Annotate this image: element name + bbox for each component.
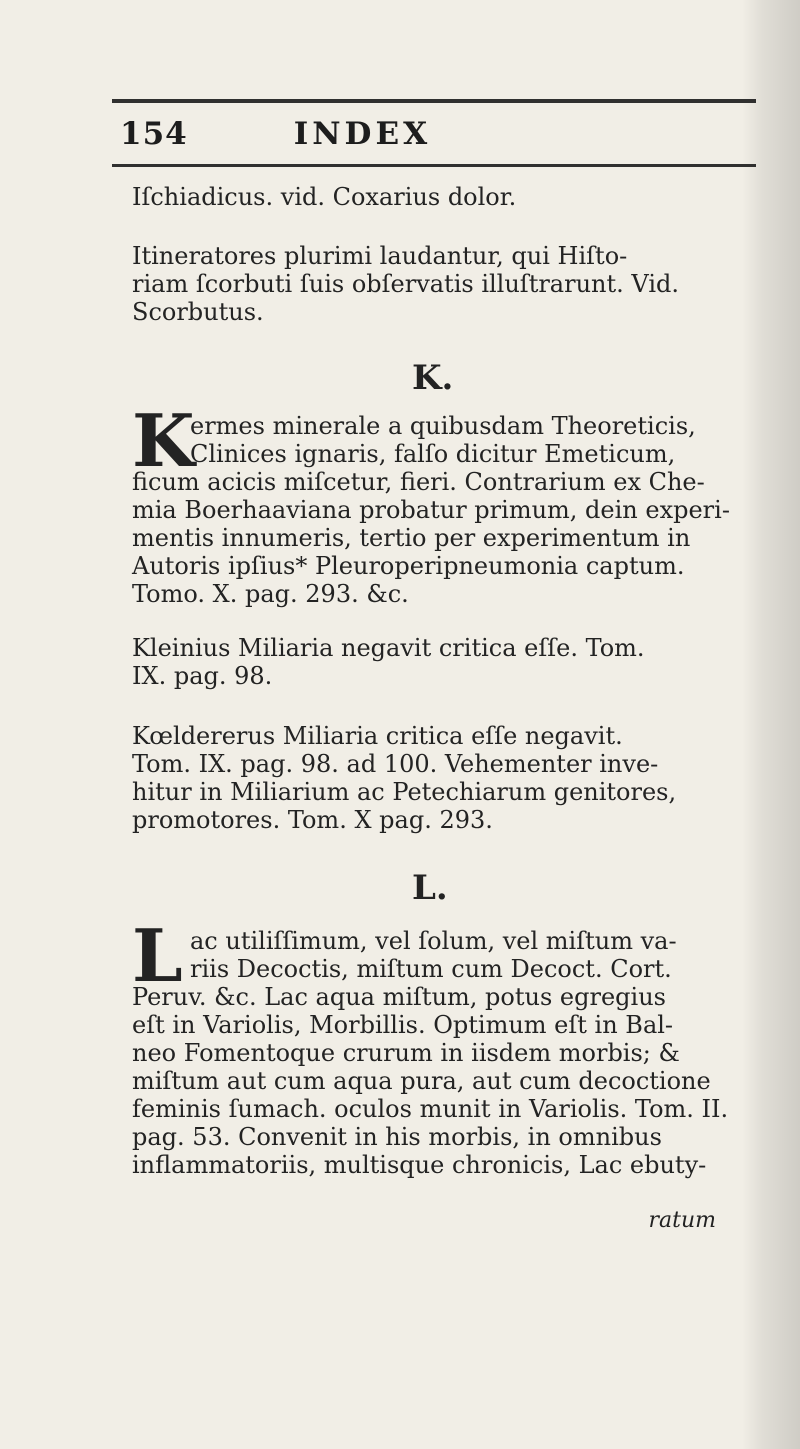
section-heading-l: L. bbox=[412, 868, 448, 908]
catchword: ratum bbox=[648, 1208, 716, 1233]
entry-koeldererus: Kœldererus Miliaria critica eſſe negavit. Tom. IX. pag. 98. ad 100. Vehementer inve- hitur in Miliarium ac Petechiarum genitores, promotores. Tom. X pag. 293. bbox=[132, 722, 677, 834]
l-drop-cap: L bbox=[132, 913, 183, 998]
page-title: INDEX bbox=[293, 116, 432, 152]
k-entry-continuation: ficum acicis miſcetur, fieri. Contrarium ex Che- mia Boerhaaviana probatur primum, dein experi- mentis innumeris, tertio per experimentum in Autoris ipſius* Pleuroperipneumonia captum. Tomo. X. pag. 293. &c. bbox=[132, 468, 730, 608]
header-bottom-rule bbox=[112, 164, 756, 167]
l-entry-continuation: Peruv. &c. Lac aqua miſtum, potus egregius eſt in Variolis, Morbillis. Optimum eſt in Bal- neo Fomentoque crurum in iisdem morbis; & miſtum aut cum aqua pura, aut cum decoctione feminis ſumach. oculos munit in Variolis. Tom. II. pag. 53. Convenit in his morbis, in omnibus inflammatoriis, multisque chronicis, Lac ebuty- bbox=[132, 983, 729, 1179]
header-top-rule bbox=[112, 99, 756, 103]
page-header bbox=[120, 109, 750, 159]
entry-itineratores: Itineratores plurimi laudantur, qui Hiſto- riam ſcorbuti ſuis obſervatis illuſtrarunt. Vid. Scorbutus. bbox=[132, 242, 679, 326]
entry-ischiadicus: Iſchiadicus. vid. Coxarius dolor. bbox=[132, 183, 517, 211]
section-heading-k: K. bbox=[412, 358, 454, 398]
page-number: 154 bbox=[120, 116, 188, 152]
entry-kleinius: Kleinius Miliaria negavit critica eſſe. Tom. IX. pag. 98. bbox=[132, 634, 645, 690]
k-entry-first-lines: ermes minerale a quibusdam Theoreticis, Clinices ignaris, falſo dicitur Emeticum, bbox=[190, 412, 696, 468]
l-entry-first-lines: ac utiliſſimum, vel ſolum, vel miſtum va- riis Decoctis, miſtum cum Decoct. Cort. bbox=[190, 927, 677, 983]
k-drop-cap: K bbox=[132, 398, 195, 483]
